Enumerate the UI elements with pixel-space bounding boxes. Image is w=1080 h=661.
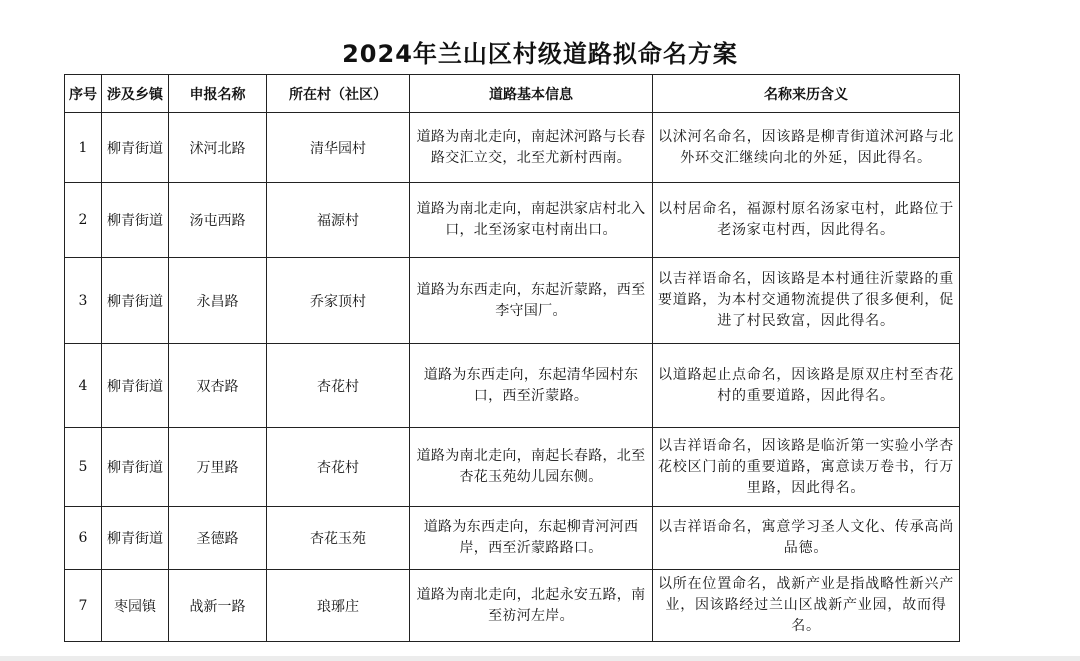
table-row — [65, 507, 960, 570]
road-naming-table — [64, 74, 960, 642]
col-header-seq: 序号 — [65, 75, 102, 113]
cell-seq: 6 — [65, 507, 102, 570]
cell-road-name: 沭河北路 — [169, 113, 267, 183]
cell-seq: 5 — [65, 428, 102, 507]
cell-name-meaning: 以村居命名，福源村原名汤家屯村，此路位于老汤家屯村西，因此得名。 — [653, 183, 960, 258]
cell-road-info: 道路为东西走向，东起沂蒙路，西至李守国厂。 — [410, 258, 653, 344]
table-row — [65, 113, 960, 183]
header-row — [65, 75, 960, 113]
cell-road-name: 圣德路 — [169, 507, 267, 570]
cell-road-info: 道路为南北走向，南起长春路，北至杏花玉苑幼儿园东侧。 — [410, 428, 653, 507]
cell-village: 杏花村 — [267, 428, 410, 507]
cell-town: 柳青街道 — [102, 113, 169, 183]
cell-seq: 2 — [65, 183, 102, 258]
table-row — [65, 183, 960, 258]
cell-village: 乔家顶村 — [267, 258, 410, 344]
cell-road-info: 道路为东西走向，东起柳青河河西岸，西至沂蒙路路口。 — [410, 507, 653, 570]
page-bottom-strip — [0, 656, 1080, 661]
cell-village: 琅琊庄 — [267, 570, 410, 642]
cell-town: 柳青街道 — [102, 507, 169, 570]
cell-road-name: 战新一路 — [169, 570, 267, 642]
col-header-name: 申报名称 — [169, 75, 267, 113]
cell-road-name: 万里路 — [169, 428, 267, 507]
cell-seq: 4 — [65, 344, 102, 428]
cell-seq: 3 — [65, 258, 102, 344]
table-row — [65, 570, 960, 642]
cell-town: 柳青街道 — [102, 344, 169, 428]
table-row — [65, 428, 960, 507]
cell-road-info: 道路为南北走向，南起洪家店村北入口，北至汤家屯村南出口。 — [410, 183, 653, 258]
cell-road-name: 双杏路 — [169, 344, 267, 428]
cell-village: 福源村 — [267, 183, 410, 258]
cell-seq: 7 — [65, 570, 102, 642]
table-row — [65, 258, 960, 344]
cell-name-meaning: 以所在位置命名，战新产业是指战略性新兴产业，因该路经过兰山区战新产业园，故而得名。 — [653, 570, 960, 642]
col-header-village: 所在村（社区） — [267, 75, 410, 113]
cell-village: 清华园村 — [267, 113, 410, 183]
col-header-info: 道路基本信息 — [410, 75, 653, 113]
cell-road-name: 永昌路 — [169, 258, 267, 344]
cell-village: 杏花玉苑 — [267, 507, 410, 570]
cell-road-info: 道路为南北走向，北起永安五路，南至祊河左岸。 — [410, 570, 653, 642]
cell-road-info: 道路为东西走向，东起清华园村东口，西至沂蒙路。 — [410, 344, 653, 428]
cell-road-name: 汤屯西路 — [169, 183, 267, 258]
cell-road-info: 道路为南北走向，南起沭河路与长春路交汇立交，北至尤新村西南。 — [410, 113, 653, 183]
cell-name-meaning: 以吉祥语命名，因该路是本村通往沂蒙路的重要道路，为本村交通物流提供了很多便利，促进了村民致富，因此得名。 — [653, 258, 960, 344]
cell-town: 柳青街道 — [102, 428, 169, 507]
cell-seq: 1 — [65, 113, 102, 183]
col-header-town: 涉及乡镇 — [102, 75, 169, 113]
cell-town: 枣园镇 — [102, 570, 169, 642]
cell-town: 柳青街道 — [102, 183, 169, 258]
cell-name-meaning: 以吉祥语命名，寓意学习圣人文化、传承高尚品德。 — [653, 507, 960, 570]
document-title: 2024年兰山区村级道路拟命名方案 — [342, 40, 738, 68]
cell-name-meaning: 以吉祥语命名，因该路是临沂第一实验小学杏花校区门前的重要道路，寓意读万卷书，行万里路，因此得名。 — [653, 428, 960, 507]
cell-town: 柳青街道 — [102, 258, 169, 344]
table-row — [65, 344, 960, 428]
cell-name-meaning: 以道路起止点命名，因该路是原双庄村至杏花村的重要道路，因此得名。 — [653, 344, 960, 428]
cell-name-meaning: 以沭河名命名，因该路是柳青街道沭河路与北外环交汇继续向北的外延，因此得名。 — [653, 113, 960, 183]
cell-village: 杏花村 — [267, 344, 410, 428]
col-header-meaning: 名称来历含义 — [653, 75, 960, 113]
